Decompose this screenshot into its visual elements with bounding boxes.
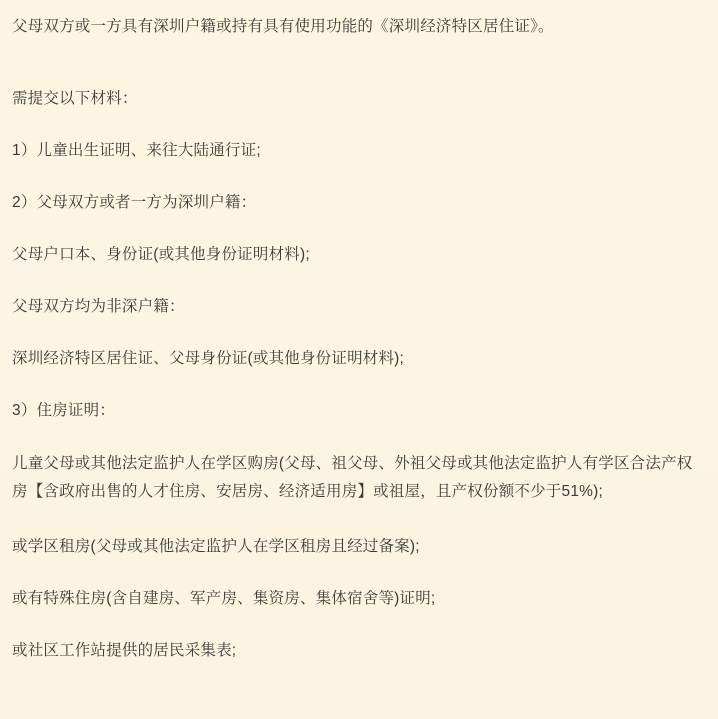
paragraph-item-3-rental: 或学区租房(父母或其他法定监护人在学区租房且经过备案); — [12, 538, 420, 555]
paragraph-item-3: 3）住房证明： — [12, 402, 116, 419]
paragraph-item-2-non-hukou-label: 父母双方均为非深户籍： — [12, 298, 185, 315]
paragraph-item-3-special-housing: 或有特殊住房(含自建房、军产房、集资房、集体宿舍等)证明; — [12, 590, 436, 607]
paragraph-policy-intro: 父母双方或一方具有深圳户籍或持有具有使用功能的《深圳经济特区居住证》。 — [12, 18, 554, 35]
paragraph-item-1: 1）儿童出生证明、来往大陆通行证; — [12, 142, 261, 159]
paragraph-item-2: 2）父母双方或者一方为深圳户籍： — [12, 194, 257, 211]
paragraph-item-2-shenzhen-hukou: 父母户口本、身份证(或其他身份证明材料); — [12, 246, 310, 263]
paragraph-item-3-ownership: 儿童父母或其他法定监护人在学区购房(父母、祖父母、外祖父母或其他法定监护人有学区合法产权房【含政府出售的人才住房、安居房、经济适用房】或祖屋，且产权份额不少于51%); — [12, 455, 693, 500]
paragraph-materials-heading: 需提交以下材料： — [12, 90, 138, 107]
paragraph-item-2-non-hukou-docs: 深圳经济特区居住证、父母身份证(或其他身份证明材料); — [12, 350, 405, 367]
paragraph-item-3-community-form: 或社区工作站提供的居民采集表; — [12, 642, 237, 659]
